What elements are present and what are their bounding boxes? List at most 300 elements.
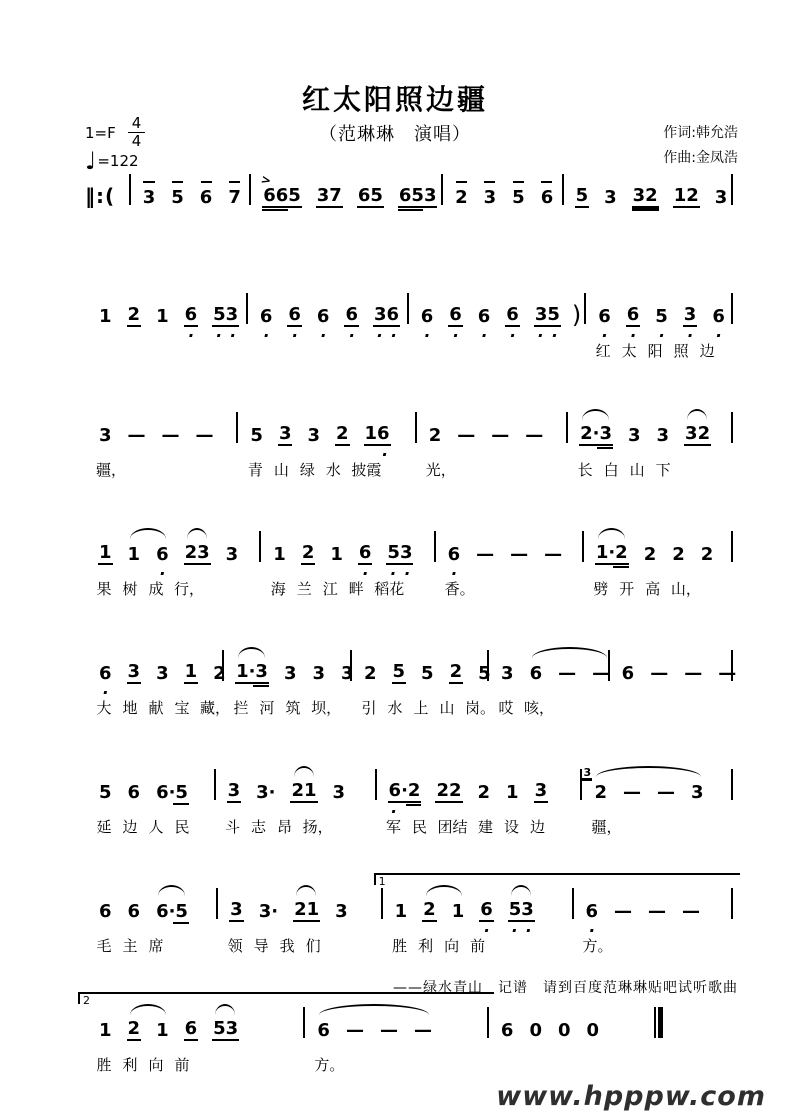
high-octave-line	[143, 181, 154, 183]
lyric-syllable: 军	[386, 818, 402, 836]
note-1: 1	[99, 1020, 112, 1041]
lyric-syllable: 席	[148, 937, 164, 955]
note-6: 6 ·	[99, 663, 112, 702]
lyric-syllable: 筑	[285, 699, 301, 717]
measure	[487, 993, 654, 1078]
duration-dash: —	[379, 1020, 398, 1041]
note-row	[440, 517, 576, 583]
note-3: 3	[283, 663, 297, 684]
lyric-syllable: 导	[253, 937, 269, 955]
note-6: 6	[184, 1018, 198, 1039]
lyric-row	[381, 816, 575, 840]
lyric-syllable: 疆，	[96, 461, 127, 479]
lyric-row	[91, 697, 231, 721]
slur-arc	[598, 528, 625, 539]
note-2: 2	[423, 899, 436, 920]
note-3: 3	[690, 782, 704, 803]
tempo-value: =122	[97, 152, 139, 170]
note-row	[578, 874, 727, 940]
lyric-syllable: 坝，	[311, 699, 342, 717]
note-1: 1	[394, 901, 408, 922]
lyric-syllable: 昂	[277, 818, 293, 836]
song-title: 红太阳照边疆	[301, 83, 488, 116]
note-6: 6 ·	[477, 306, 491, 345]
lyric-syllable: 人	[148, 818, 164, 836]
measure	[415, 398, 566, 483]
lyric-syllable: 领	[227, 937, 243, 955]
lyric-row	[588, 578, 727, 602]
duration-dash: —	[127, 425, 146, 446]
lyric-syllable: 扬，	[302, 818, 333, 836]
low-octave-dot: ·	[588, 921, 595, 940]
note-6: 6 ·	[447, 544, 461, 583]
high-octave-line	[201, 181, 212, 183]
note-3·: 3·	[258, 901, 279, 922]
measure	[236, 398, 414, 483]
slur-arc	[130, 528, 166, 539]
low-octave-dot: · ·	[389, 564, 411, 583]
measure	[85, 398, 236, 483]
low-octave-dot: ·	[483, 921, 490, 940]
lyric-syllable: 向	[444, 937, 460, 955]
note-3: 3	[714, 187, 728, 208]
note-21: 21	[291, 780, 317, 801]
low-octave-dot: ·	[362, 564, 369, 583]
note-5: 5	[170, 187, 185, 208]
note-5: 5 ·	[655, 306, 668, 345]
note-3: 3	[227, 780, 241, 801]
music-system	[85, 874, 733, 959]
note-53: 53	[213, 1018, 239, 1039]
lyric-syllable: 山，	[670, 580, 701, 598]
lyric-row	[614, 697, 727, 721]
low-octave-dot: · ·	[215, 326, 236, 345]
lyric-row	[91, 578, 253, 602]
low-octave-dot: ·	[687, 326, 694, 345]
note-7: 7	[227, 187, 242, 208]
note-6·5: 6·5	[156, 901, 188, 922]
note-1: 1	[127, 544, 141, 565]
lyric-syllable: 民	[412, 818, 428, 836]
note-row	[242, 398, 408, 464]
duration-dash: —	[592, 663, 611, 684]
lyric-syllable: 团结	[437, 818, 468, 836]
note-row	[583, 755, 727, 803]
note-2: 2	[643, 544, 657, 565]
lyric-syllable: 山	[273, 461, 289, 479]
note-row	[387, 874, 566, 940]
lyric-syllable: 披霞	[351, 461, 382, 479]
duration-dash: —	[413, 1020, 432, 1041]
duration-dash: —	[682, 901, 701, 922]
lyric-syllable: 胜	[96, 1056, 112, 1074]
lyric-syllable: 水	[325, 461, 341, 479]
note-row	[614, 636, 737, 684]
note-6: 6	[99, 901, 112, 922]
key-signature: 1=F	[85, 123, 116, 142]
measure	[259, 517, 433, 602]
note-2: 2	[449, 661, 463, 682]
note-3: 3 ·	[683, 304, 697, 345]
duration-dash: —	[161, 425, 180, 446]
duration-dash: —	[650, 663, 669, 684]
note-6: 6	[529, 663, 543, 684]
lyric-syllable: 照	[673, 342, 689, 360]
lyricist-credit: 作词:韩允浩	[663, 125, 738, 141]
lyric-row	[91, 816, 208, 840]
note-2: 2 3	[583, 766, 607, 803]
note-3: 3	[627, 425, 641, 446]
note-2: 2	[363, 663, 377, 684]
slur-arc	[582, 409, 609, 420]
note-53: 53 · ·	[213, 304, 239, 345]
note-3: 3	[341, 663, 354, 684]
note-32: 32	[632, 185, 658, 206]
lyric-syllable: 边	[530, 818, 546, 836]
note-23: 23	[184, 542, 210, 563]
note-5: 5	[392, 661, 406, 682]
site-watermark: www.hpppw.com	[496, 1081, 766, 1112]
music-system	[85, 755, 733, 840]
lyric-syllable: 开	[619, 580, 635, 598]
note-6·5: 6·5	[156, 782, 188, 803]
note-65: 65	[357, 185, 383, 206]
lyric-row	[578, 935, 727, 959]
lyric-syllable: 向	[148, 1056, 164, 1074]
measure	[407, 279, 585, 364]
lyric-syllable: 行，	[174, 580, 205, 598]
lyric-syllable: 白	[603, 461, 619, 479]
duration-dash: —	[510, 544, 529, 565]
lyric-syllable: 江	[322, 580, 338, 598]
note-row	[220, 755, 369, 803]
slur-arc	[511, 885, 531, 896]
low-octave-dot: · ·	[537, 326, 558, 345]
lyric-syllable: 下	[655, 461, 671, 479]
note-2: 2	[127, 1018, 141, 1039]
note-6: 6 ·	[449, 304, 462, 345]
high-octave-line	[541, 181, 552, 183]
note-0: 0	[557, 1020, 571, 1041]
low-octave-dot: ·	[452, 326, 459, 345]
note-1: 1	[156, 1020, 169, 1041]
low-octave-dot: ·	[263, 326, 270, 345]
note-6: 6 ·	[480, 899, 493, 940]
low-octave-dot: ·	[601, 326, 608, 345]
slur-arc	[294, 766, 314, 777]
lyric-syllable: 果	[96, 580, 112, 598]
low-octave-dot: ·	[102, 683, 109, 702]
lyric-syllable: 水	[387, 699, 403, 717]
lyric-syllable: 拦	[233, 699, 249, 717]
music-system	[85, 993, 663, 1078]
note-3: 3	[534, 780, 548, 801]
note-6: 6 ·	[358, 542, 372, 583]
close-paren: )	[571, 301, 582, 329]
low-octave-dot: ·	[509, 326, 516, 345]
note-653: 653	[398, 185, 437, 206]
note-2: 2	[301, 542, 315, 563]
note-1·2: 1·2	[595, 542, 628, 563]
note-2·3: 2·3	[580, 423, 612, 444]
low-octave-dot: ·	[450, 564, 457, 583]
measure	[85, 755, 214, 840]
score-body	[83, 160, 737, 1112]
measure	[85, 993, 303, 1078]
note-3: 3	[656, 425, 670, 446]
grace-note: 3	[583, 766, 592, 779]
note-row	[493, 993, 648, 1041]
measure	[249, 160, 441, 245]
measure	[85, 874, 216, 959]
note-row	[447, 160, 555, 208]
lyric-syllable: 前	[470, 937, 486, 955]
note-row	[252, 279, 401, 345]
lyric-row	[440, 578, 576, 602]
lyric-syllable: 绿	[299, 461, 315, 479]
low-octave-dot: ·	[320, 326, 327, 345]
low-octave-dot: ·	[480, 326, 488, 345]
note-0: 0	[586, 1020, 600, 1041]
slur-arc	[296, 885, 316, 896]
ending-number: 1	[378, 875, 386, 888]
note-6: 6 ·	[626, 304, 640, 345]
lyric-row	[220, 816, 369, 840]
measure	[572, 874, 733, 959]
lyric-syllable: 们	[305, 937, 321, 955]
note-2: 2	[336, 423, 349, 444]
note-row	[91, 517, 253, 583]
lyric-syllable: 边	[122, 818, 138, 836]
note-5: 5	[250, 425, 263, 446]
high-octave-line	[484, 181, 495, 183]
note-5: 5	[421, 663, 434, 684]
measure	[434, 517, 582, 602]
note-1·3: 1·3	[236, 661, 268, 682]
lyric-syllable: 民	[174, 818, 190, 836]
lyric-row	[572, 459, 727, 483]
note-21: 21	[294, 899, 320, 920]
lyric-syllable: 红	[595, 342, 611, 360]
note-6: 6	[621, 663, 635, 684]
lyric-syllable: 毛	[96, 937, 112, 955]
lyric-syllable: 大	[96, 699, 112, 717]
note-6: 6 ·	[156, 544, 169, 583]
note-3: 3	[278, 423, 292, 444]
note-3: 3	[230, 899, 243, 920]
note-1: 1	[273, 544, 286, 565]
measure	[350, 636, 495, 721]
lyric-row	[356, 697, 495, 721]
lyric-syllable: 献	[148, 699, 164, 717]
note-16: 16 ·	[364, 423, 390, 464]
lyric-syllable: 稻花	[374, 580, 405, 598]
lyric-syllable: 前	[174, 1056, 190, 1074]
slur-arc	[319, 1004, 429, 1015]
note-36: 36 · ·	[373, 304, 400, 345]
note-5: 5	[575, 185, 589, 206]
lyric-syllable: 树	[122, 580, 138, 598]
note-6: 6 ·	[598, 306, 611, 345]
note-3: 3	[604, 187, 617, 208]
lyric-row	[387, 935, 566, 959]
note-3: 3	[483, 187, 498, 208]
note-row	[590, 279, 727, 345]
low-octave-dot: ·	[187, 326, 194, 345]
lyric-syllable: 阳	[647, 342, 663, 360]
low-octave-dot: ·	[423, 326, 430, 345]
accent-mark: >	[259, 172, 273, 189]
note-37: 37	[316, 185, 342, 206]
lyric-syllable: 地	[122, 699, 138, 717]
lyric-syllable: 岗。	[464, 699, 495, 717]
lyric-row	[91, 935, 210, 959]
lyric-syllable: 边	[699, 342, 715, 360]
lyric-row	[228, 697, 344, 721]
lyric-syllable: 延	[96, 818, 112, 836]
lyric-row	[421, 459, 560, 483]
note-2: 2	[477, 782, 491, 803]
music-system	[85, 636, 737, 721]
note-row	[228, 636, 354, 684]
final-barline	[654, 1007, 663, 1038]
lyric-syllable: 香。	[444, 580, 475, 598]
lyric-row	[568, 221, 727, 245]
note-53: 53 · ·	[387, 542, 413, 583]
note-row	[135, 160, 243, 208]
lyric-syllable: 山	[629, 461, 645, 479]
duration-dash: —	[476, 544, 495, 565]
low-octave-dot: ·	[348, 326, 355, 345]
note-1: 1	[184, 661, 198, 682]
music-system	[85, 398, 733, 483]
slur-arc	[187, 528, 207, 539]
duration-dash: —	[648, 901, 667, 922]
low-octave-dot: ·	[658, 326, 665, 345]
lyric-syllable: 引	[361, 699, 377, 717]
note-5: 5	[511, 187, 526, 208]
low-octave-dot: ·	[159, 564, 166, 583]
low-octave-dot: · ·	[511, 921, 532, 940]
note-2: 2	[428, 425, 442, 446]
note-6: 6 ·	[184, 304, 198, 345]
slur-arc	[532, 647, 607, 658]
lyric-syllable: 青	[247, 461, 263, 479]
repeat-start-sign: ‖:(	[85, 184, 116, 208]
high-octave-line	[172, 181, 183, 183]
music-system	[85, 160, 733, 245]
lyric-row	[493, 697, 602, 721]
measure	[566, 398, 733, 483]
note-row	[493, 636, 611, 684]
duration-dash: —	[544, 544, 563, 565]
note-5: 5	[478, 663, 491, 684]
lyric-row	[135, 221, 243, 245]
lyric-syllable: 方。	[582, 937, 613, 955]
performer-subtitle: （范琳琳 演唱）	[319, 124, 471, 145]
slur-arc	[130, 1004, 166, 1015]
lyric-row	[309, 1054, 481, 1078]
note-row	[588, 517, 727, 565]
lyric-row	[222, 935, 374, 959]
note-1: 1	[99, 542, 112, 563]
note-3: 3	[335, 901, 348, 922]
lyric-row	[586, 816, 727, 840]
measure	[584, 279, 733, 364]
lyric-syllable: 劈	[593, 580, 609, 598]
note-row	[255, 160, 435, 208]
note-1: 1	[451, 901, 465, 922]
duration-dash: —	[457, 425, 476, 446]
lyric-syllable: 志	[251, 818, 267, 836]
note-row	[568, 160, 727, 208]
measure	[608, 636, 737, 721]
measure	[246, 279, 407, 364]
lyric-syllable: 河	[259, 699, 275, 717]
measure	[85, 279, 246, 364]
duration-dash: —	[622, 782, 641, 803]
note-6: 6 ·	[420, 306, 434, 345]
note-53: 53 · ·	[508, 899, 534, 940]
high-octave-line	[513, 181, 524, 183]
measure	[129, 160, 249, 245]
note-row	[421, 398, 560, 446]
lyric-syllable: 哎	[498, 699, 514, 717]
duration-dash: —	[345, 1020, 364, 1041]
lyric-syllable: 方。	[314, 1056, 345, 1074]
lyric-row	[493, 1054, 648, 1078]
music-system	[85, 517, 733, 602]
note-6: 6	[127, 782, 141, 803]
lyric-row	[447, 221, 555, 245]
measure	[582, 517, 733, 602]
lyric-syllable: 我	[279, 937, 295, 955]
note-3: 3	[501, 663, 514, 684]
lyric-row	[91, 1054, 297, 1078]
low-octave-dot: ·	[390, 802, 397, 821]
measure	[375, 755, 581, 840]
note-row	[91, 279, 240, 345]
duration-dash: —	[656, 782, 675, 803]
lyric-syllable: 成	[148, 580, 164, 598]
ending-number: 2	[83, 994, 90, 1007]
duration-dash: —	[195, 425, 214, 446]
lyric-syllable: 光，	[425, 461, 456, 479]
transcription-credit: ——绿水青山 记谱 请到百度范琳琳贴吧试听歌曲	[393, 980, 738, 996]
note-row	[572, 398, 727, 446]
note-665: 665 >	[262, 185, 302, 208]
low-octave-dot: ·	[629, 326, 637, 345]
measure	[222, 636, 354, 721]
note-3: 3	[307, 425, 320, 446]
note-22: 22	[436, 780, 462, 801]
measure	[562, 160, 733, 245]
lyric-syllable: 斗	[225, 818, 241, 836]
duration-dash: —	[614, 901, 633, 922]
measure	[216, 874, 380, 959]
note-3·: 3·	[256, 782, 276, 803]
note-3: 3	[142, 187, 157, 208]
duration-dash: —	[684, 663, 703, 684]
lyric-syllable: 利	[418, 937, 434, 955]
note-row	[91, 398, 230, 446]
low-octave-dot: ·	[291, 326, 298, 345]
slur-arc	[238, 647, 265, 658]
meter-numerator: 4	[128, 116, 146, 133]
note-6: 6	[540, 187, 555, 208]
note-5: 5	[99, 782, 112, 803]
lyric-syllable: 利	[122, 1056, 138, 1074]
